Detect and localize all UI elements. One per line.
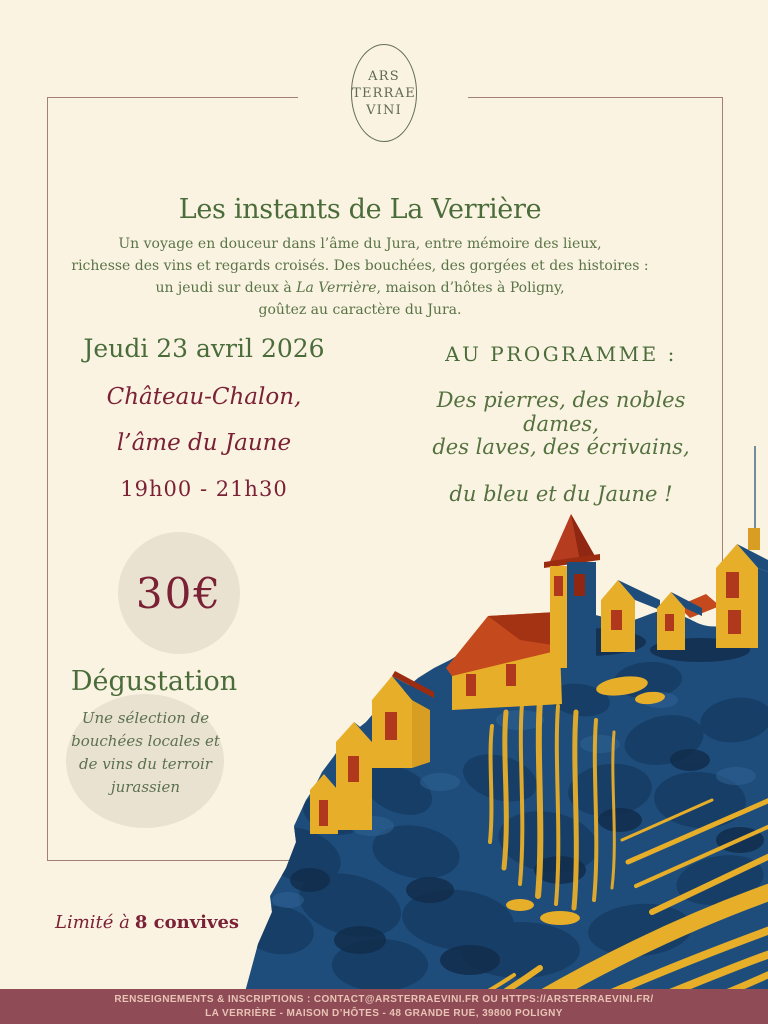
venue-name: La Verrière xyxy=(296,280,377,296)
brand-line: TERRAE xyxy=(352,85,416,101)
event-place-line2: l’âme du Jaune xyxy=(116,430,292,456)
program-item-1: Des pierres, des nobles dames, xyxy=(436,388,686,436)
event-date: Jeudi 23 avril 2026 xyxy=(83,334,325,363)
footer-contact-line: RENSEIGNEMENTS & INSCRIPTIONS : CONTACT@ARSTERRAEVINI.FR OU HTTPS://ARSTERRAEVINI.FR/ xyxy=(114,994,654,1005)
brand-logo xyxy=(351,44,417,142)
capacity-prefix: Limité à xyxy=(55,912,130,933)
intro-line-2: richesse des vins et regards croisés. Des bouchées, des gorgées et des histoires : xyxy=(71,258,649,274)
program-title: AU PROGRAMME : xyxy=(445,342,677,366)
footer-address-line: LA VERRIÈRE - MAISON D’HÔTES - 48 GRANDE RUE, 39800 POLIGNY xyxy=(205,1008,563,1019)
tasting-description: Une sélection de bouchées locales et de vins du terroir jurassien xyxy=(71,709,220,796)
price-value: 30€ xyxy=(135,568,223,618)
capacity-count: 8 convives xyxy=(134,912,240,933)
page-title: Les instants de La Verrière xyxy=(178,194,542,225)
brand-line: ARS xyxy=(368,68,400,84)
brand-line: VINI xyxy=(366,102,402,118)
intro-paragraph xyxy=(60,233,660,321)
tasting-title: Dégustation xyxy=(70,666,238,697)
event-place-line1: Château-Chalon, xyxy=(106,384,302,410)
house xyxy=(716,446,768,648)
intro-line-4: goûtez au caractère du Jura. xyxy=(258,302,462,318)
program-item-2: des laves, des écrivains, xyxy=(432,435,690,459)
event-time: 19h00 - 21h30 xyxy=(120,477,288,501)
footer-bar xyxy=(0,989,768,1024)
intro-line-1: Un voyage en douceur dans l’âme du Jura, entre mémoire des lieux, xyxy=(118,236,602,252)
capacity-note xyxy=(55,912,239,933)
intro-line-3: un jeudi sur deux à La Verrière, maison d’hôtes à Poligny, xyxy=(155,280,565,296)
price-badge xyxy=(118,532,240,654)
program-item-3: du bleu et du Jaune ! xyxy=(449,482,673,506)
